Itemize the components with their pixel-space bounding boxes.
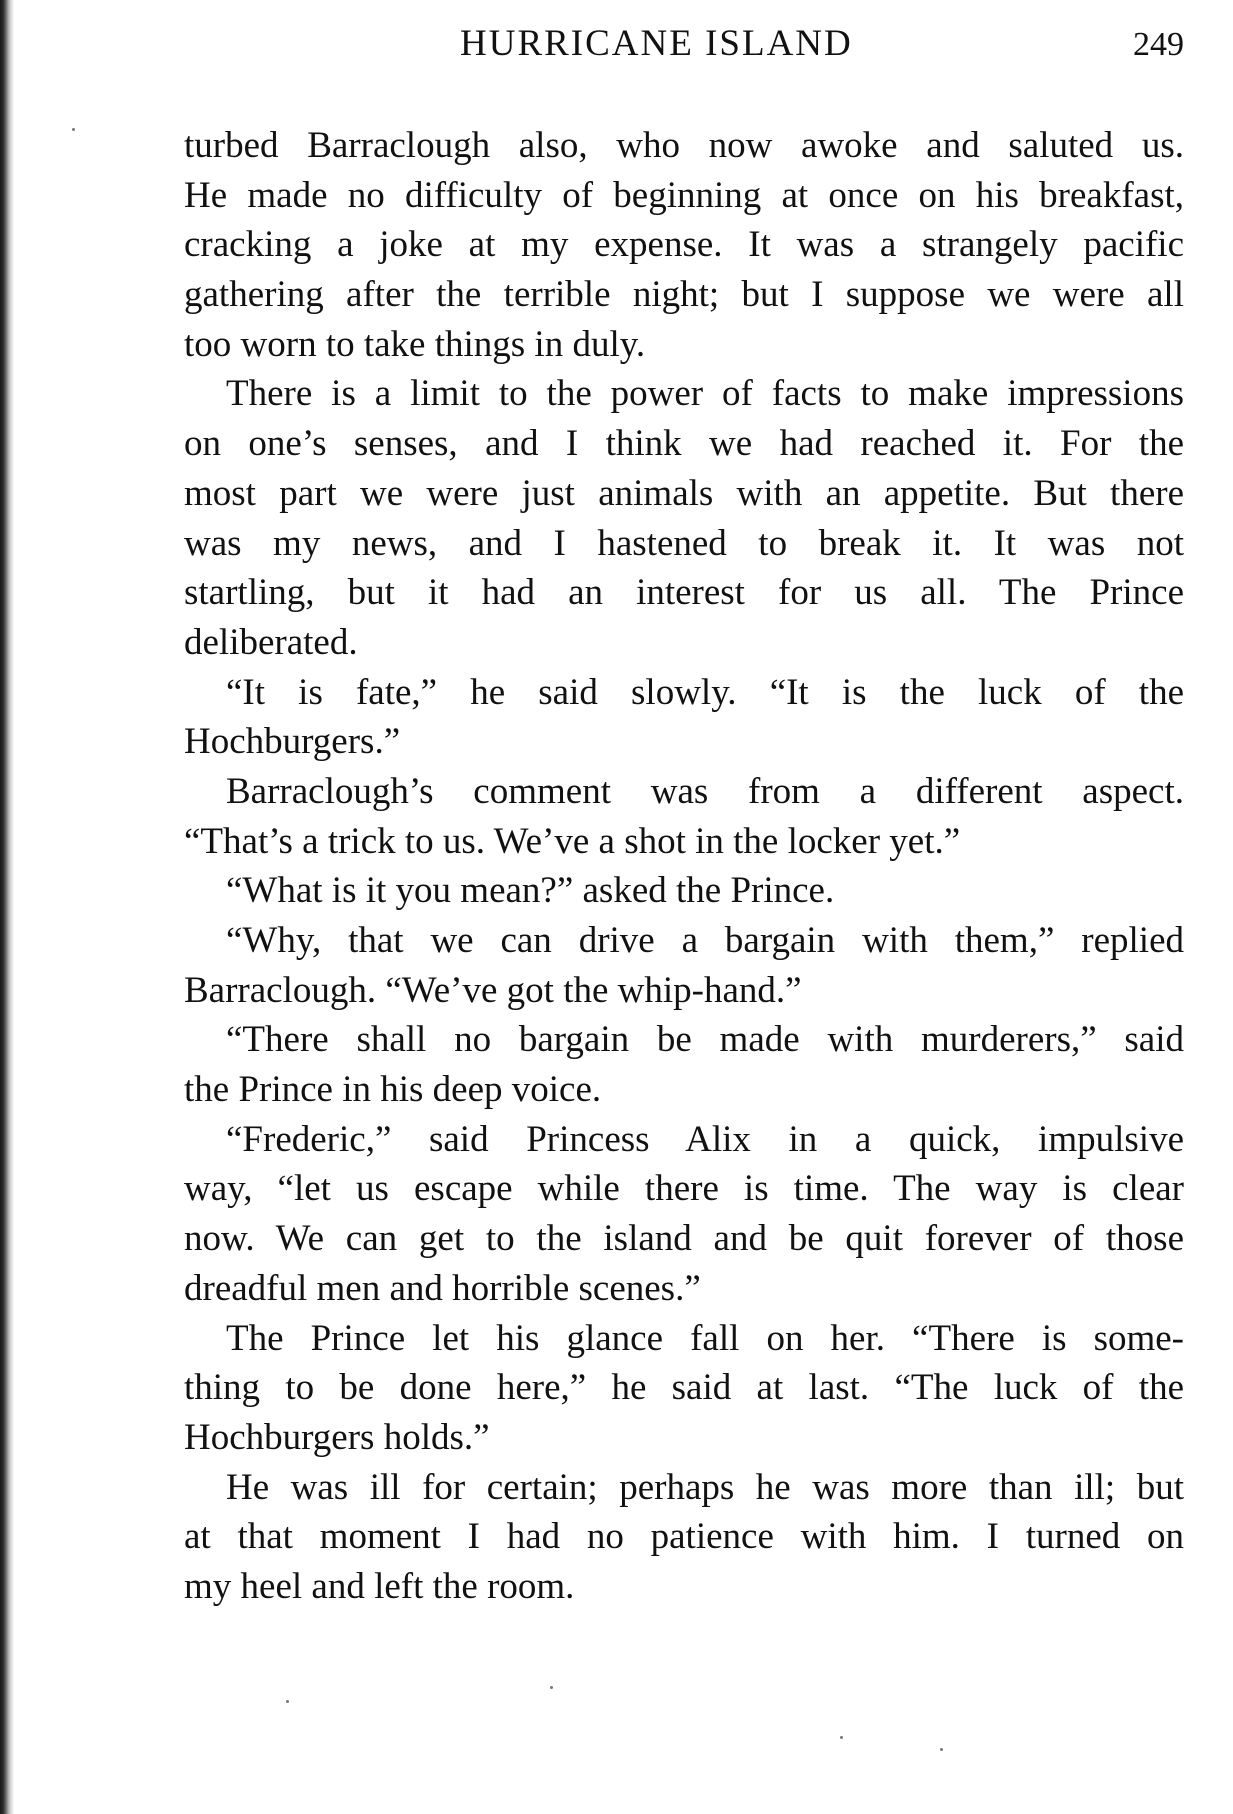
body-text bbox=[184, 121, 1184, 1612]
text-line: too worn to take things in duly. bbox=[184, 323, 646, 365]
text-line: startling, but it had an interest for us all. The Prince bbox=[184, 572, 1184, 614]
text-line: “What is it you mean?” asked the Prince. bbox=[226, 870, 835, 912]
text-line: He made no difficulty of beginning at once on his breakfast, bbox=[184, 174, 1184, 216]
text-line: “That’s a trick to us. We’ve a shot in the locker yet.” bbox=[184, 820, 961, 862]
text-line: way, “let us escape while there is time. The way is clear bbox=[184, 1168, 1184, 1210]
text-line: my heel and left the room. bbox=[184, 1565, 575, 1607]
text-line: most part we were just animals with an appetite. But there bbox=[184, 472, 1184, 514]
text-line: “Frederic,” said Princess Alix in a quick, impulsive bbox=[226, 1118, 1184, 1160]
text-line: “Why, that we can drive a bargain with them,” replied bbox=[226, 920, 1184, 961]
text-line: cracking a joke at my expense. It was a strangely pacific bbox=[184, 224, 1184, 266]
page-header bbox=[184, 22, 1184, 72]
text-line: Hochburgers.” bbox=[184, 721, 401, 763]
scan-speck bbox=[550, 1686, 553, 1689]
scan-speck bbox=[72, 128, 75, 131]
scan-speck bbox=[940, 1748, 943, 1751]
text-line: thing to be done here,” he said at last. “The luck of the bbox=[184, 1367, 1184, 1409]
text-line: dreadful men and horrible scenes.” bbox=[184, 1267, 701, 1309]
text-line: “There shall no bargain be made with murderers,” said bbox=[226, 1019, 1184, 1061]
text-line: deliberated. bbox=[184, 621, 358, 663]
scan-speck bbox=[286, 1700, 289, 1703]
text-line: was my news, and I hastened to break it. It was not bbox=[184, 522, 1184, 564]
text-line: on one’s senses, and I think we had reached it. For the bbox=[184, 423, 1184, 465]
text-line: The Prince let his glance fall on her. “There is some- bbox=[226, 1317, 1184, 1359]
text-line: now. We can get to the island and be quit forever of those bbox=[184, 1218, 1184, 1260]
scan-speck bbox=[840, 1736, 843, 1739]
running-head: HURRICANE ISLAND bbox=[460, 23, 853, 64]
text-line: “It is fate,” he said slowly. “It is the luck of the bbox=[226, 671, 1184, 713]
text-line: There is a limit to the power of facts to make impressions bbox=[226, 373, 1184, 415]
text-line: at that moment I had no patience with him. I turned on bbox=[184, 1516, 1184, 1558]
text-line: turbed Barraclough also, who now awoke and saluted us. bbox=[184, 125, 1184, 166]
text-line: Barraclough’s comment was from a different aspect. bbox=[226, 770, 1184, 812]
page-number: 249 bbox=[1133, 26, 1184, 63]
text-line: the Prince in his deep voice. bbox=[184, 1069, 602, 1111]
text-line: gathering after the terrible night; but I suppose we were all bbox=[184, 274, 1184, 316]
binding-edge bbox=[0, 0, 14, 1814]
text-line: Hochburgers holds.” bbox=[184, 1416, 490, 1458]
text-line: Barraclough. “We’ve got the whip-hand.” bbox=[184, 969, 802, 1011]
text-line: He was ill for certain; perhaps he was more than ill; but bbox=[226, 1466, 1184, 1508]
